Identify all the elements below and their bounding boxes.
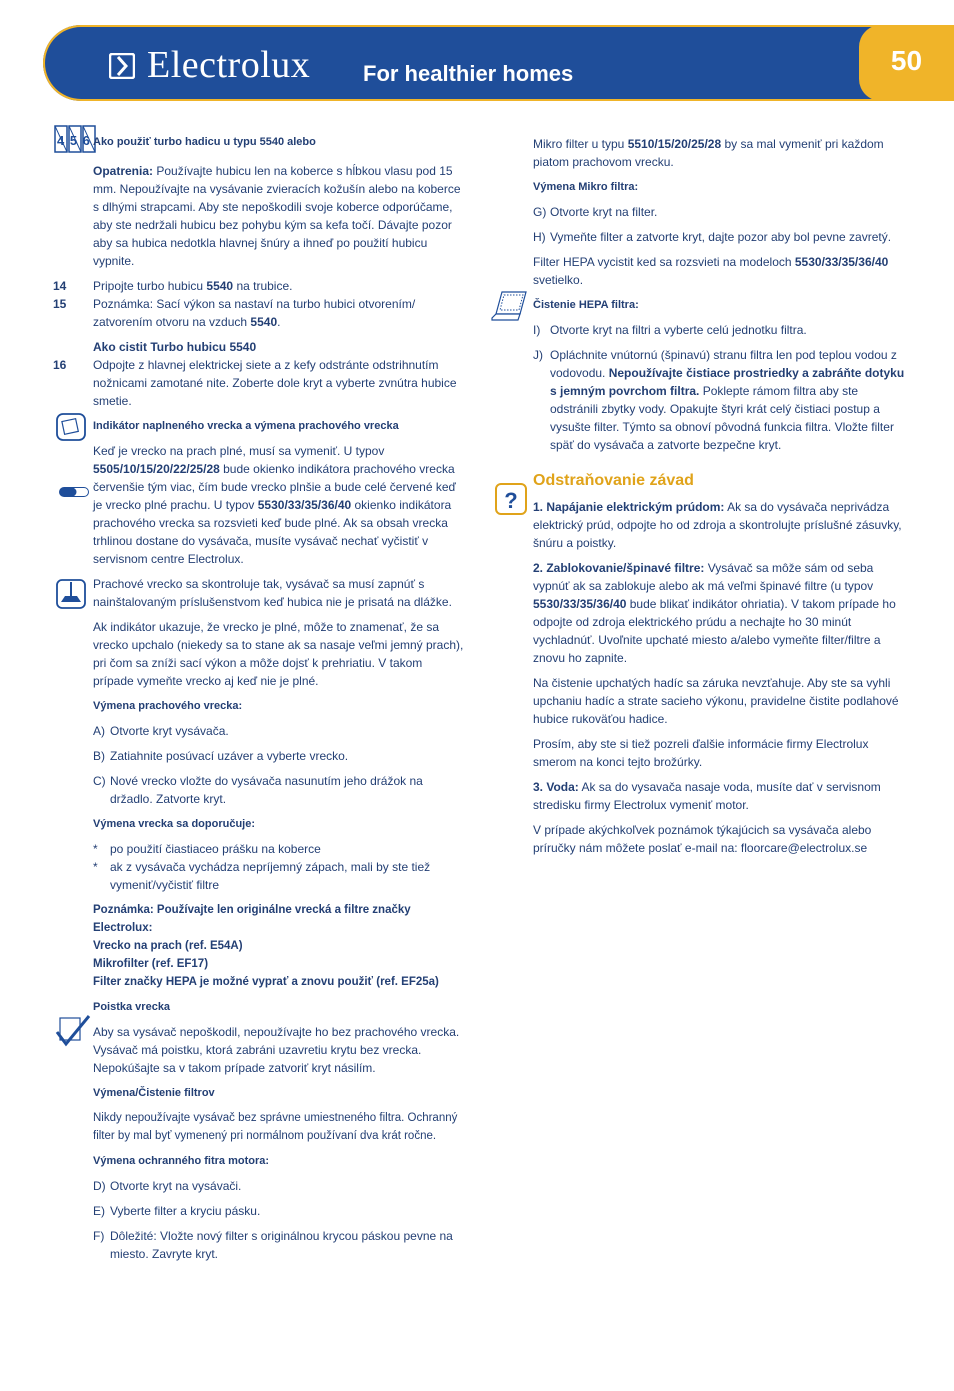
recommend-item-2: * ak z vysávača vychádza nepríjemný zápach, mali by ste tiež vymeniť/vyčistiť filtre: [93, 860, 431, 892]
replace-title: Výmena prachového vrecka:: [93, 700, 243, 712]
checkmark-icon: [54, 1014, 92, 1048]
original-parts-note: Poznámka: Používajte len originálne vrecká a filtre značky Electrolux: Vrecko na prach (ref. E54A) Mikrofilter (ref. EF17) Filter značky HEPA je možné vyprať a znovu použiť (ref. EF25a): [93, 904, 439, 988]
trouble-more-info: Prosím, aby ste si tiež pozreli ďalšie informácie firmy Electrolux smerom na konci tejto brožúrky.: [533, 737, 869, 769]
hepa-text: Filter HEPA vycistit ked sa rozsvieti na modeloch 5530/33/35/36/40 svetielko.: [533, 255, 889, 287]
filters-title: Výmena/Čistenie filtrov: [93, 1087, 215, 1099]
clean-turbo-title: Ako cistit Turbo hubicu 5540: [93, 340, 257, 354]
step-15: 15 Poznámka: Sací výkon sa nastaví na turbo hubici otvorením/ zatvorením otvoru na vzduch 5540.: [53, 297, 416, 329]
filters-text: Nikdy nepoužívajte vysávač bez správne umiestneného filtra. Ochranný filter by mal byť vymenený pri normálnom používaní dva krát ročne.: [93, 1112, 458, 1142]
recommend-title: Výmena vrecka sa doporučuje:: [93, 818, 256, 830]
page-number: 50: [890, 45, 923, 76]
trouble-hose: Na čistenie upchatých hadíc sa záruka nevzťahuje. Aby ste sa vyhli upchaniu hadíc a strate sacieho výkonu, pravidelne čistite podlahové hubice rukoväťou hadice.: [533, 676, 899, 726]
replace-step-a: A) Otvorte kryt vysávača.: [93, 724, 229, 738]
troubleshooting-title: Odstraňovanie závad: [533, 472, 694, 489]
hepa-step-j: J) Opláchnite vnútornú (špinavú) stranu filtra len pod teplou vodou z vodovodu. Nepoužívajte čistiace prostriedky a zabráňte dotyku s jemným povrchom filtra. Poklepte rámom filtra aby ste odstránili zbytky vody. Opakujte štyri krát celý čistiaci postup a vysušte filter. Týmto sa obnoví pôvodná funkcia filtra. Vložte filter späť do vysávača a zatvorte bezpečne kryt.: [533, 348, 905, 452]
trouble-power: 1. Napájanie elektrickým prúdom: Ak sa do vysávača neprivádza elektrický prúd, odpojte ho od zdroja a skontrolujte príslušné zásuvky, šnúru a poistky.: [533, 500, 902, 550]
tagline: For healthier homes: [363, 61, 574, 86]
steps-digits: 4 5 6: [57, 133, 90, 148]
question-mark-icon: [495, 483, 527, 515]
hepa-filter-icon: [490, 290, 530, 322]
precaution: Opatrenia: Používajte hubicu len na koberce s hĺbkou vlasu pod 15 mm. Nepoužívajte na vysávanie zvieracích kožušín alebo na koberce s dlhými strapcami. Aby ste nepoškodili svoje koberce odporúčame, aby ste nedržali hubicu bez pohybu kým sa kefa točí. Dávajte pozor aby sa hubica nedotkla hlavnej šnúry a ihneď po použití hubicu vypnite.: [93, 164, 461, 268]
trouble-contact: V prípade akýchkoľvek poznámok týkajúcich sa vysávača alebo príručky nám môžete poslať e-mail na: floorcare@electrolux.se: [533, 823, 872, 855]
full-text: Ak indikátor ukazuje, že vrecko je plné, môže to znamenať, že sa vrecko upchalo (niekedy sa to stane ak sa nasaje veľmi jemný prach), pri čom sa zníži sací výkon a môže dojsť k prehriatiu. V takom prípade vymeňte vrecko aj keď nie je plné.: [93, 620, 464, 688]
indicator-text: Keď je vrecko na prach plné, musí sa vymeniť. U typov 5505/10/15/20/22/25/28 bude okienko indikátora prachového vrecka červenšie tým viac, čím bude vrecko plnšie a bude celé červené keď je vrecko plné prachu. U typov 5530/33/35/36/40 okienko indikátora prachového vrecka sa rozsvieti keď bude plné. Ak sa obsah vrecka trhlinou dostane do vysávača, musíte vysávač nechať vyčistiť v servisnom centre Electrolux.: [93, 444, 456, 566]
motor-step-f: F) Dôležité: Vložte nový filter s originálnou krycou páskou pevne na miesto. Zavryte kryt.: [93, 1229, 453, 1261]
fuse-title: Poistka vrecka: [93, 1001, 171, 1013]
brand-name: Electrolux: [147, 44, 311, 86]
step-14: 14 Pripojte turbo hubicu 5540 na trubice.: [53, 279, 293, 293]
micro-filter-text: Mikro filter u typu 5510/15/20/25/28 by sa mal vymeniť pri každom piatom prachovom vrecku.: [533, 137, 884, 169]
fuse-text: Aby sa vysávač nepoškodil, nepoužívajte ho bez prachového vrecka. Vysávač má poistku, ktorá zabráni uzavretiu krytu bez vrecka. Nepokúšajte sa v takom prípade zatvoriť kryt násilím.: [93, 1025, 460, 1075]
motor-filter-title: Výmena ochranného fitra motora:: [93, 1155, 270, 1167]
indicator-title: Indikátor naplneného vrecka a výmena prachového vrecka: [93, 420, 399, 432]
electrolux-logo-icon: [109, 53, 135, 79]
step-16: 16 Odpojte z hlavnej elektrickej siete a z kefy odstránte odstrihnutím nožnicami zamotané nite. Zoberte dole kryt a vyberte zvnútra hubice smetie.: [53, 358, 457, 408]
turbo-title: Ako použiť turbo hadicu u typu 5540 alebo: [93, 136, 316, 148]
page-number-box: [859, 25, 954, 101]
motor-step-d: D) Otvorte kryt na vysávači.: [93, 1179, 242, 1193]
bag-indicator-icon: [59, 487, 89, 497]
vacuum-bag-icon: [55, 412, 87, 442]
replace-step-b: B) Zatiahnite posúvací uzáver a vyberte vrecko.: [93, 749, 349, 763]
motor-step-e: E) Vyberte filter a kryciu pásku.: [93, 1204, 261, 1218]
hepa-title: Čistenie HEPA filtra:: [533, 299, 639, 311]
micro-filter-title: Výmena Mikro filtra:: [533, 181, 639, 193]
check-text: Prachové vrecko sa skontroluje tak, vysávač sa musí zapnúť s nainštalovaným príslušenstvom keď hubica nie je prisatá na dlážke.: [93, 577, 452, 609]
recommend-item-1: * po použití čiastiaceo prášku na koberce: [93, 842, 321, 856]
hepa-step-i: I) Otvorte kryt na filtri a vyberte celú jednotku filtra.: [533, 323, 807, 337]
floor-nozzle-icon: [55, 578, 87, 610]
trouble-water: 3. Voda: Ak sa do vysavača nasaje voda, musíte dať v servisnom stredisku firmy Electrolux vymeniť motor.: [533, 780, 881, 812]
trouble-blockage: 2. Zablokovanie/špinavé filtre: Vysávač sa môže sám od seba vypnúť ak sa zablokuje alebo ak má veľmi špinavé filtre (u typov 5530/33/35/36/40 bude blikať indikátor ohriatia). V takom prípade ho odpojte od zdroja elektrického prúdu a nechajte ho 30 minút vychladnúť. Uvoľnite upchaté miesto a/alebo vymeňte filter/filtre a znovu ho zapnite.: [533, 561, 896, 665]
micro-step-h: H) Vymeňte filter a zatvorte kryt, dajte pozor aby bol pevne zavretý.: [533, 230, 892, 244]
page-header: [43, 25, 954, 101]
svg-text:?: ?: [504, 488, 518, 513]
replace-step-c: C) Nové vrecko vložte do vysávača nasunutím jeho drážok na držadlo. Zatvorte kryt.: [93, 774, 423, 806]
right-column: [533, 135, 905, 864]
micro-step-g: G) Otvorte kryt na filter.: [533, 205, 658, 219]
